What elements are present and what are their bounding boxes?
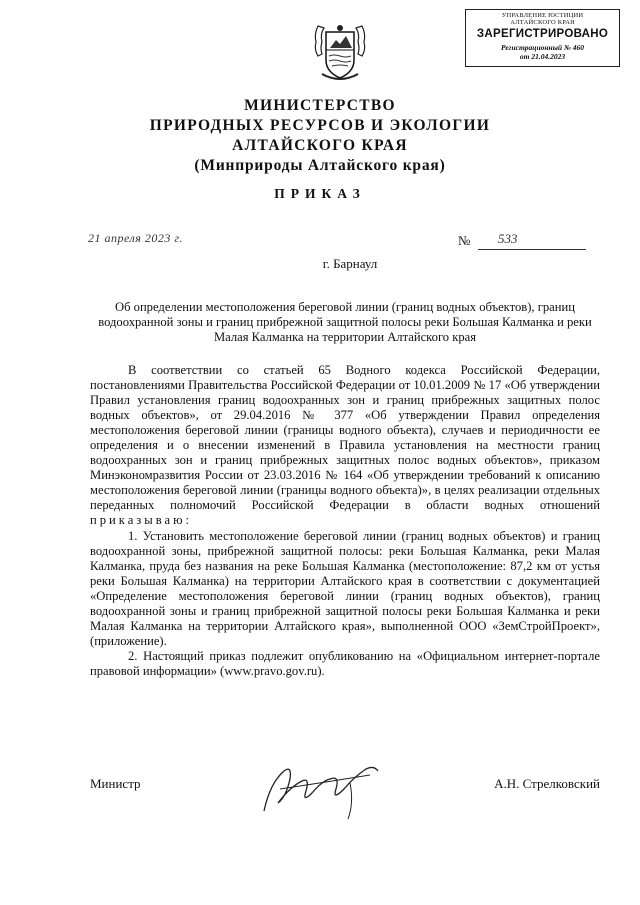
signatory-position: Министр — [90, 776, 141, 791]
stamp-line1: УПРАВЛЕНИЕ ЮСТИЦИИ — [501, 12, 584, 19]
paragraph-1: 1. Установить местоположение береговой линии (границ водных объектов) и границ водоохранной зоны, прибрежной защитной полосы: реки Большая Калманка, реки Малая Калманка, пруда без названия на реке Большая Калманка (местоположение: 87,2 км от устья реки Большая Калманка) на территории Алтайского края в соответствии с документацией «Определение местоположения береговой линии (границ водных объектов), границ водоохранной зоны и границ прибрежной защитной полосы реки Большая Калманка и реки Малая Калманка на территории Алтайского края», выполненной ООО «ЗемСтройПроект», (приложение). — [90, 528, 600, 648]
city: г. Барнаул — [322, 256, 378, 271]
handwritten-date: 21 апреля 2023 г. — [88, 231, 183, 245]
stamp-status: ЗАРЕГИСТРИРОВАНО — [476, 28, 609, 40]
stamp-reg-number: Регистрационный № 460 — [501, 43, 584, 52]
handwritten-signature — [250, 753, 390, 823]
handwritten-number: 533 — [498, 231, 518, 246]
signatory-name: А.Н. Стрелковский — [494, 776, 600, 791]
number-label: № — [458, 233, 471, 248]
ministry-short-name: (Минприроды Алтайского края) — [194, 157, 446, 174]
paragraph-2: 2. Настоящий приказ подлежит опубликованию на «Официальном интернет-портале правовой информации» (www.pravo.gov.ru). — [90, 648, 600, 678]
document-type: ПРИКАЗ — [274, 186, 366, 201]
order-keyword: приказываю: — [90, 513, 193, 528]
coat-of-arms-icon — [312, 20, 368, 84]
preamble-text: В соответствии со статьей 65 Водного кодекса Российской Федерации, постановлениями Правительства Российской Федерации от 10.01.2009 № 17 «Об утверждении Правил установления границ водоохранных зон и границ прибрежных защитных полос водных объектов», от 29.04.2016 № 377 «Об утверждении Правил определения местоположения береговой линии (границы водного объекта), случаев и периодичности ее определения и о внесении изменений в Правила установления на местности границ водоохранных зон и границ прибрежных защитных полос водных объектов», приказом Минэкономразвития России от 23.03.2016 № 164 «Об утверждении требований к описанию местоположения береговой линии (границы водного объекта)», в целях реализации отдельных переданных полномочий Российской Федерации в области водных отношений — [90, 363, 600, 513]
number-underline — [478, 249, 586, 250]
ministry-name-line3: АЛТАЙСКОГО КРАЯ — [232, 137, 408, 154]
registration-stamp — [465, 9, 620, 67]
order-body — [90, 363, 600, 679]
paragraph-preamble — [90, 363, 600, 529]
stamp-reg-date: от 21.04.2023 — [519, 52, 566, 61]
ministry-name-line2: ПРИРОДНЫХ РЕСУРСОВ И ЭКОЛОГИИ — [149, 117, 491, 134]
ministry-name-line1: МИНИСТЕРСТВО — [244, 97, 396, 114]
order-title: Об определении местоположения береговой линии (границ водных объектов), границ водоохранной зоны и границ прибрежной защитной полосы реки Большая Калманка и реки Малая Калманка на территории Алтайского края — [98, 300, 592, 344]
stamp-line2: АЛТАЙСКОГО КРАЯ — [510, 19, 575, 26]
